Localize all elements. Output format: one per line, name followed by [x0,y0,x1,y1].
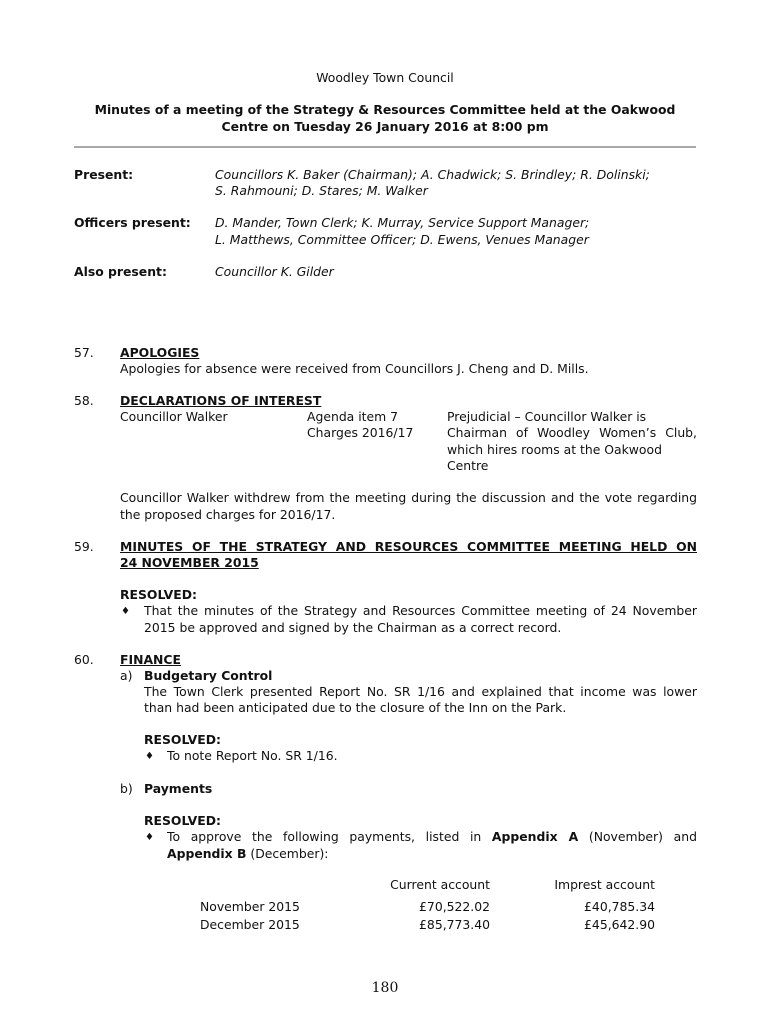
subitem-b-resolution-line1: To approve the following payments, listed in Appendix A (November) and [167,829,697,844]
interest-nature-line3: which hires rooms at the Oakwood [447,442,662,457]
agenda-item-line1: Agenda item 7 [307,409,399,424]
diamond-bullet-icon: ♦ [145,751,154,762]
subitem-a-text-line1: The Town Clerk presented Report No. SR 1/16 and explained that income was lower [144,684,697,699]
agenda-item-line2: Charges 2016/17 [307,425,414,440]
also-present-label: Also present: [74,264,167,279]
present-label: Present: [74,167,134,182]
withdrawal-note-line1: Councillor Walker withdrew from the meeting during the discussion and the vote regarding [120,490,697,505]
resolved-label: RESOLVED: [120,587,197,602]
item-number: 57. [74,345,94,360]
item-text: Apologies for absence were received from Councillors J. Cheng and D. Mills. [120,361,589,376]
present-names-line1: Councillors K. Baker (Chairman); A. Chadwick; S. Brindley; R. Dolinski; [215,167,650,182]
row-label: November 2015 [200,899,300,914]
imprest-amount: £45,642.90 [584,917,655,932]
item-number: 59. [74,539,94,554]
column-header-current: Current account [390,877,490,892]
item-heading: APOLOGIES [120,345,200,360]
subitem-a-title: Budgetary Control [144,668,273,683]
withdrawal-note-line2: the proposed charges for 2016/17. [120,507,336,522]
row-label: December 2015 [200,917,300,932]
current-amount: £85,773.40 [419,917,490,932]
document-title-line1: Minutes of a meeting of the Strategy & Resources Committee held at the Oakwood [94,102,676,117]
declarant-name: Councillor Walker [120,409,228,424]
officers-label: Officers present: [74,215,191,230]
present-names-line2: S. Rahmouni; D. Stares; M. Walker [215,183,428,198]
officers-names-line2: L. Matthews, Committee Officer; D. Ewens, Venues Manager [215,232,589,247]
item-heading: FINANCE [120,652,181,667]
item-number: 58. [74,393,94,408]
page-number: 180 [371,980,399,996]
subitem-b-resolution-line2: Appendix B (December): [167,846,329,861]
interest-nature-line4: Centre [447,458,489,473]
column-header-imprest: Imprest account [554,877,655,892]
item-heading-line2: 24 NOVEMBER 2015 [120,555,259,570]
item-heading: DECLARATIONS OF INTEREST [120,393,322,408]
interest-nature-line1: Prejudicial – Councillor Walker is [447,409,647,424]
organisation-name: Woodley Town Council [316,70,454,85]
subitem-b-title: Payments [144,781,213,796]
resolution-line1: That the minutes of the Strategy and Resources Committee meeting of 24 November [144,603,697,618]
subitem-a-resolved-label: RESOLVED: [144,732,221,747]
subitem-a-resolution: To note Report No. SR 1/16. [167,748,338,763]
subitem-a-label: a) [120,668,133,683]
subitem-b-label: b) [120,781,133,796]
diamond-bullet-icon: ♦ [145,832,154,843]
diamond-bullet-icon: ♦ [121,606,130,617]
subitem-a-text-line2: than had been anticipated due to the closure of the Inn on the Park. [144,700,567,715]
imprest-amount: £40,785.34 [584,899,655,914]
officers-names-line1: D. Mander, Town Clerk; K. Murray, Service Support Manager; [215,215,590,230]
item-heading-line1: MINUTES OF THE STRATEGY AND RESOURCES COMMITTEE MEETING HELD ON [120,539,697,554]
current-amount: £70,522.02 [419,899,490,914]
item-number: 60. [74,652,94,667]
also-present-names: Councillor K. Gilder [215,264,334,279]
header-divider [74,146,696,148]
interest-nature-line2: Chairman of Woodley Women’s Club, [447,425,697,440]
document-title-line2: Centre on Tuesday 26 January 2016 at 8:00 pm [221,119,549,134]
subitem-b-resolved-label: RESOLVED: [144,813,221,828]
resolution-line2: 2015 be approved and signed by the Chairman as a correct record. [144,620,562,635]
